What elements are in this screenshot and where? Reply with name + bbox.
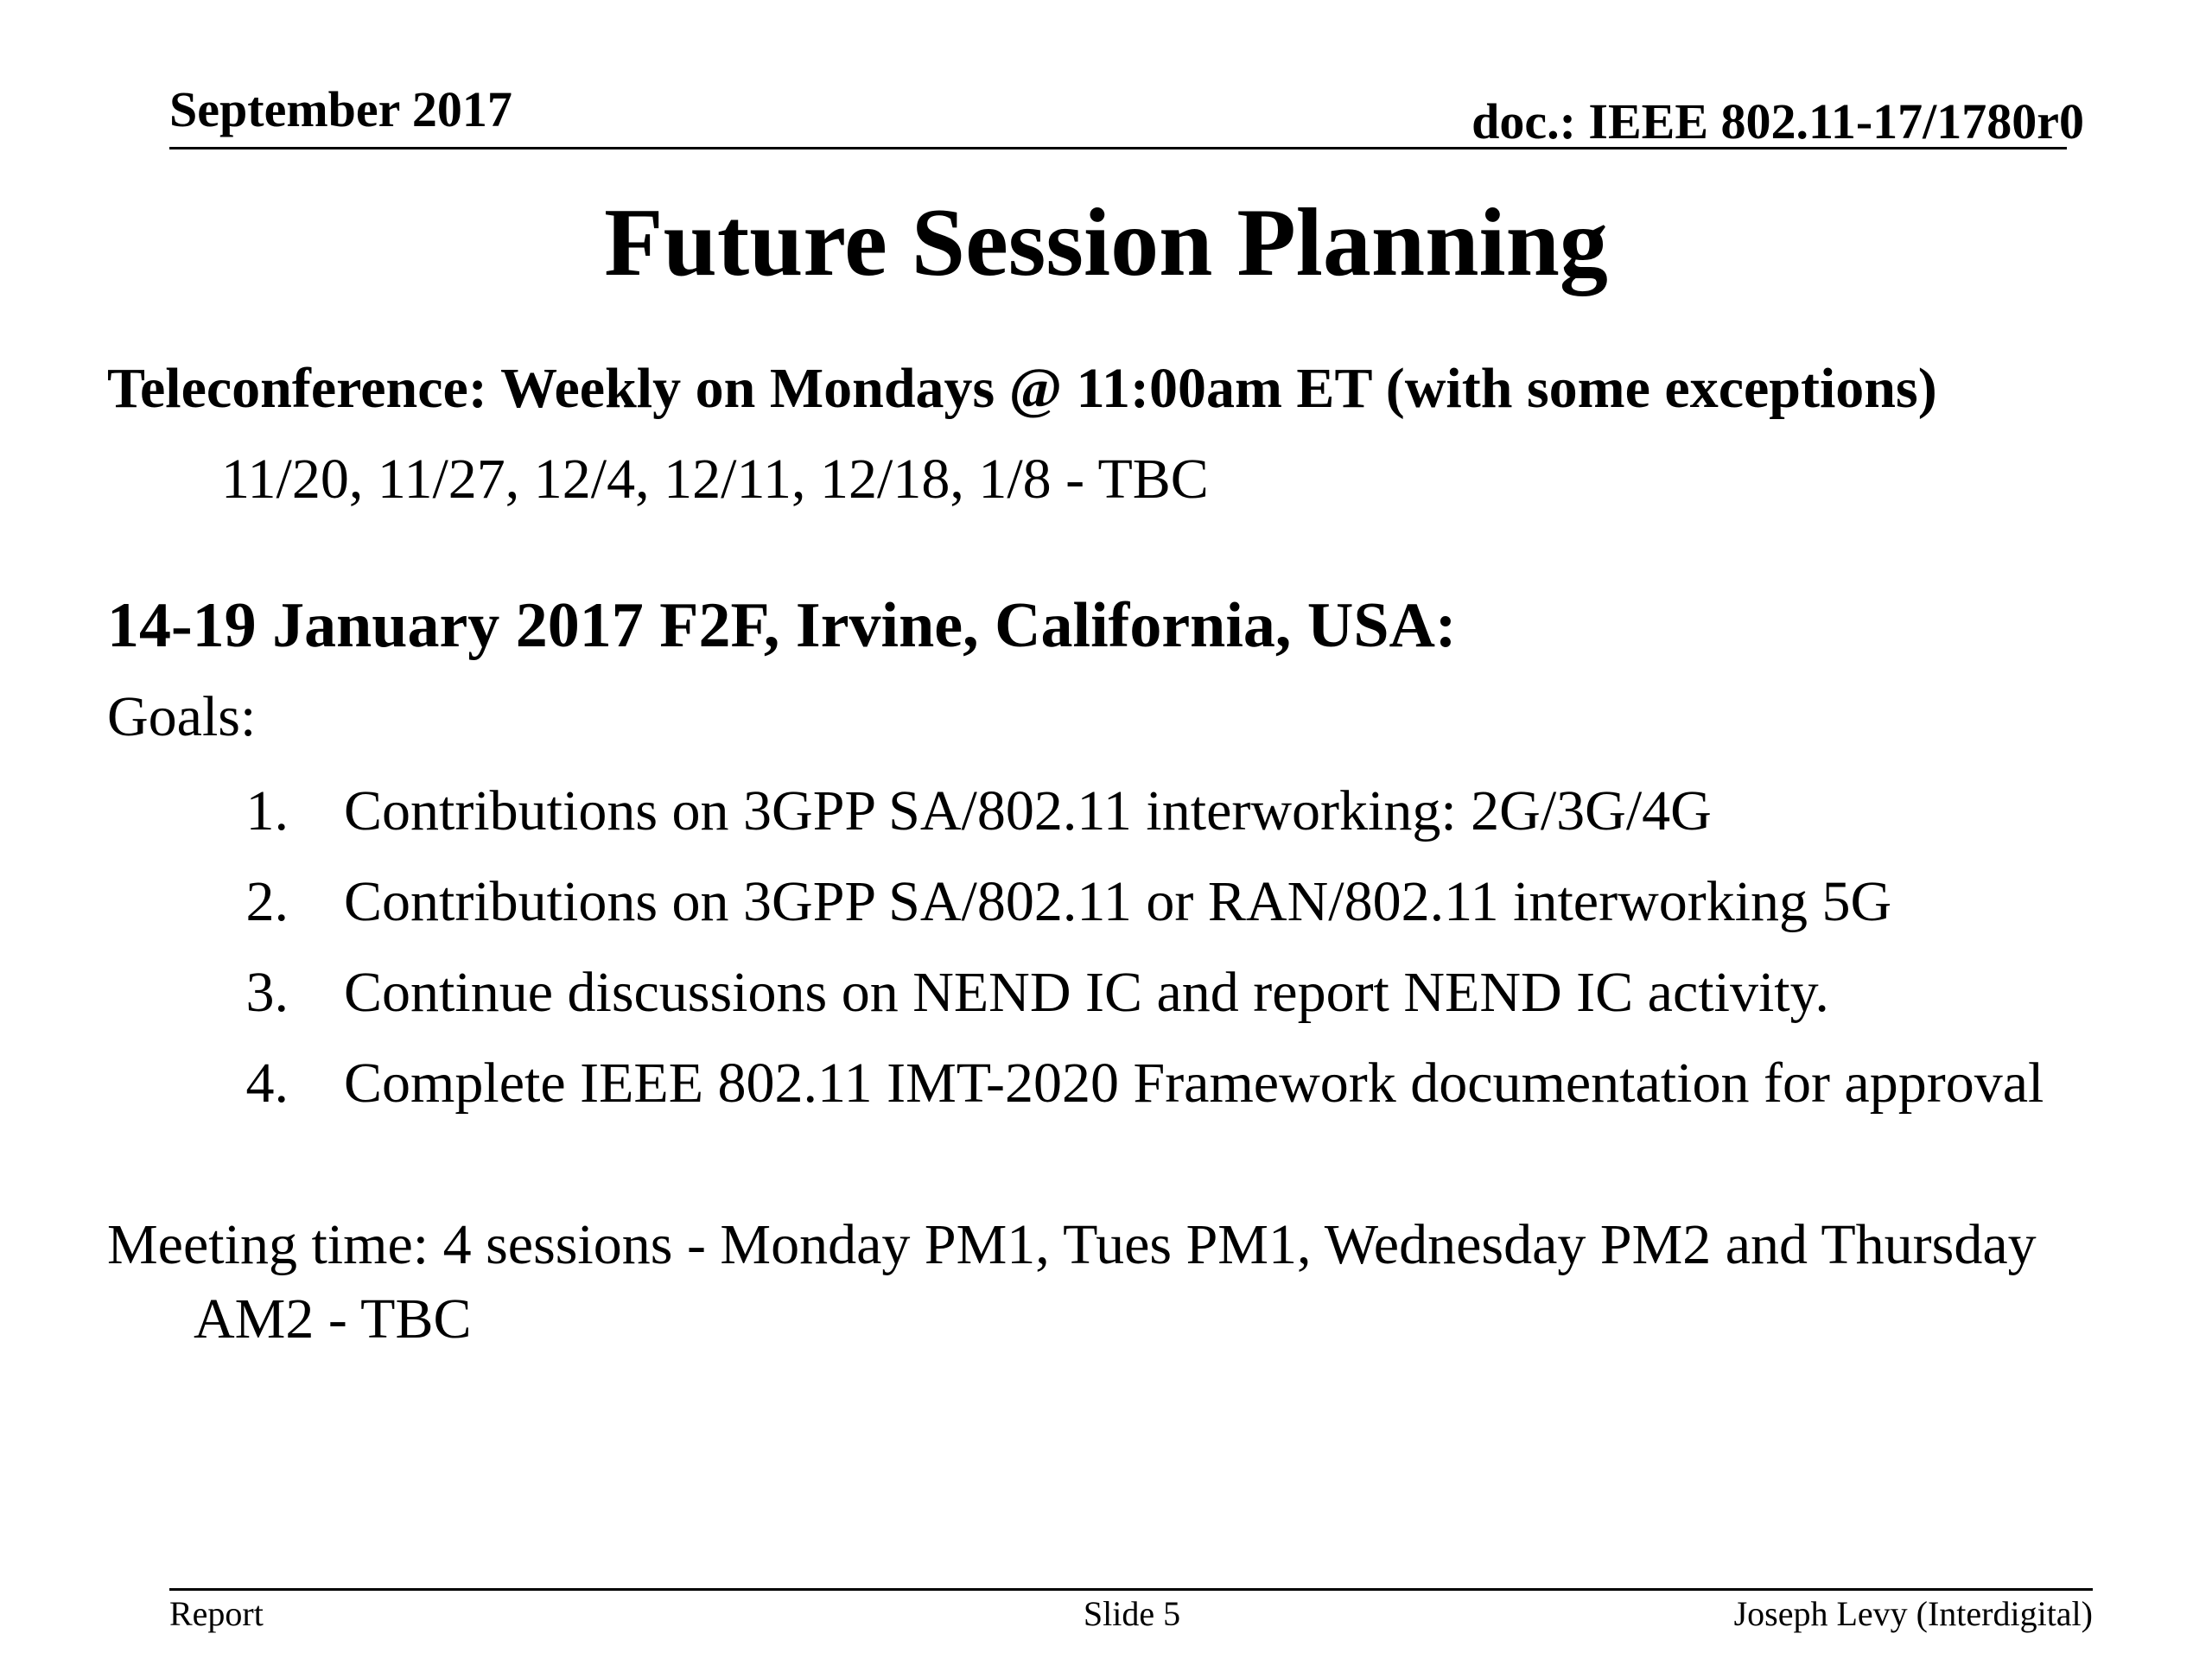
- f2f-heading: 14-19 January 2017 F2F, Irvine, California, USA:: [107, 590, 1457, 661]
- goal-number: 3.: [245, 961, 289, 1024]
- meeting-time: Meeting time: 4 sessions - Monday PM1, Tues PM1, Wednesday PM2 and Thursday AM2 - TBC: [107, 1213, 2037, 1351]
- teleconference-dates: 11/20, 11/27, 12/4, 12/11, 12/18, 1/8 - TBC: [221, 448, 1209, 511]
- footer-divider: [169, 1588, 2093, 1591]
- footer-author: Joseph Levy (Interdigital): [1733, 1594, 2093, 1633]
- goal-text: Complete IEEE 802.11 IMT-2020 Framework documentation for approval: [344, 1052, 2044, 1115]
- slide-title: Future Session Planning: [604, 189, 1608, 296]
- goals-label: Goals:: [107, 685, 257, 748]
- goal-number: 2.: [245, 870, 289, 933]
- slide-number: Slide 5: [1083, 1594, 1181, 1633]
- goal-number: 1.: [245, 779, 289, 842]
- goal-text: Continue discussions on NEND IC and report NEND IC activity.: [344, 961, 1829, 1024]
- header-divider: [169, 147, 2067, 149]
- header-doc-number: doc.: IEEE 802.11-17/1780r0: [1471, 93, 2084, 149]
- goal-text: Contributions on 3GPP SA/802.11 interworking: 2G/3G/4G: [344, 779, 1712, 842]
- footer-left: Report: [169, 1594, 264, 1633]
- header-date: September 2017: [169, 81, 512, 137]
- goal-text: Contributions on 3GPP SA/802.11 or RAN/802.11 interworking 5G: [344, 870, 1892, 933]
- goal-number: 4.: [245, 1052, 289, 1115]
- teleconference-heading: Teleconference: Weekly on Mondays @ 11:00am ET (with some exceptions): [107, 357, 1937, 420]
